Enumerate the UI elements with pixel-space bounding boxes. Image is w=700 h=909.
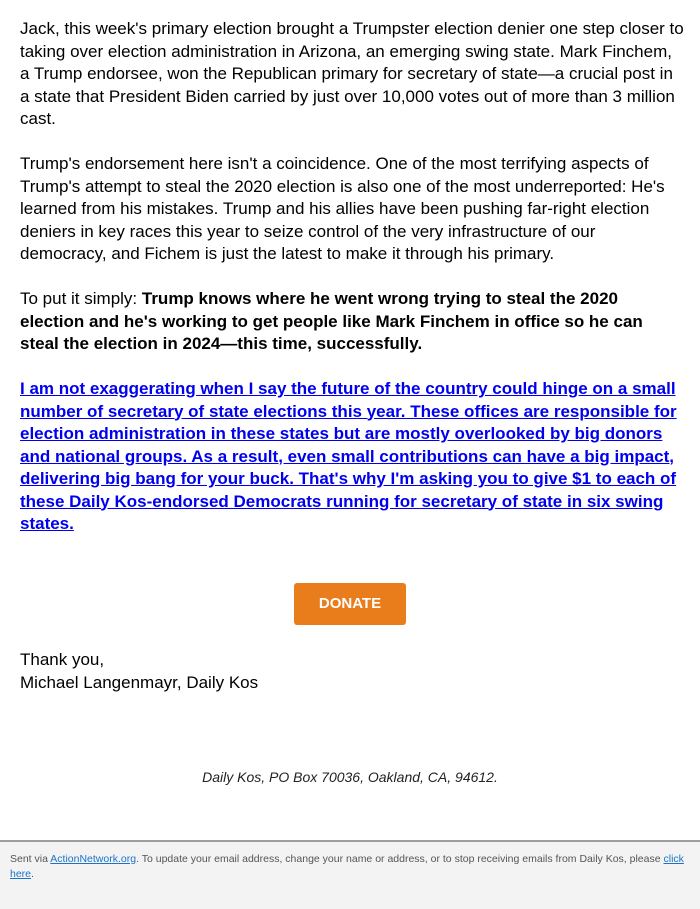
paragraph-endorsement: Trump's endorsement here isn't a coincidence. One of the most terrifying aspects of Trump's attempt to steal the 2020 election is also one of the most underreported: He's learned from his mistakes. Trump and his allies have been pushing far-right election deniers in key races this year to seize control of the very infrastructure of our democracy, and Fichem is just the latest to make it through his primary. [20,154,665,263]
summary-lead: To put it simply: [20,289,142,308]
footer-sent-via: Sent via [10,853,51,865]
footer-text [0,842,700,881]
cta-donate-link[interactable]: I am not exaggerating when I say the future of the country could hinge on a small number of secretary of state elections this year. These offices are responsible for election administration in these states but are mostly overlooked by big donors and national groups. As a result, even small contributions can have a big impact, delivering big bang for your buck. That's why I'm asking you to give $1 to each of these Daily Kos-endorsed Democrats running for secretary of state in six swing states. [20,379,677,533]
click-here-link[interactable]: click here [10,853,684,880]
paragraph-intro: Jack, this week's primary election brought a Trumpster election denier one step closer to taking over election administration in Arizona, an emerging swing state. Mark Finchem, a Trump endorsee, won the Republican primary for secretary of state—a crucial post in a state that President Biden carried by just over 10,000 votes out of more than 3 million cast. [20,19,684,128]
summary-bold-statement: Trump knows where he went wrong trying to steal the 2020 election and he's working to get people like Mark Finchem in office so he can steal the election in 2024—this time, successfully. [20,289,643,353]
donate-container [0,583,700,625]
signoff [20,648,258,694]
signoff-thanks: Thank you, [20,650,105,669]
email-footer [0,840,700,909]
paragraph-summary [20,288,685,356]
signoff-signature: Michael Langenmayr, Daily Kos [20,673,259,692]
donate-button[interactable]: DONATE [294,583,406,625]
email-body [20,18,685,558]
paragraph-cta [20,378,685,536]
footer-end: . [31,867,34,880]
mailing-address: Daily Kos, PO Box 70036, Oakland, CA, 94612. [202,769,498,785]
action-network-link[interactable]: ActionNetwork.org [50,853,137,865]
footer-unsubscribe-text: . To update your email address, change your name or address, or to stop receiving emails from Daily Kos, please [136,853,664,865]
